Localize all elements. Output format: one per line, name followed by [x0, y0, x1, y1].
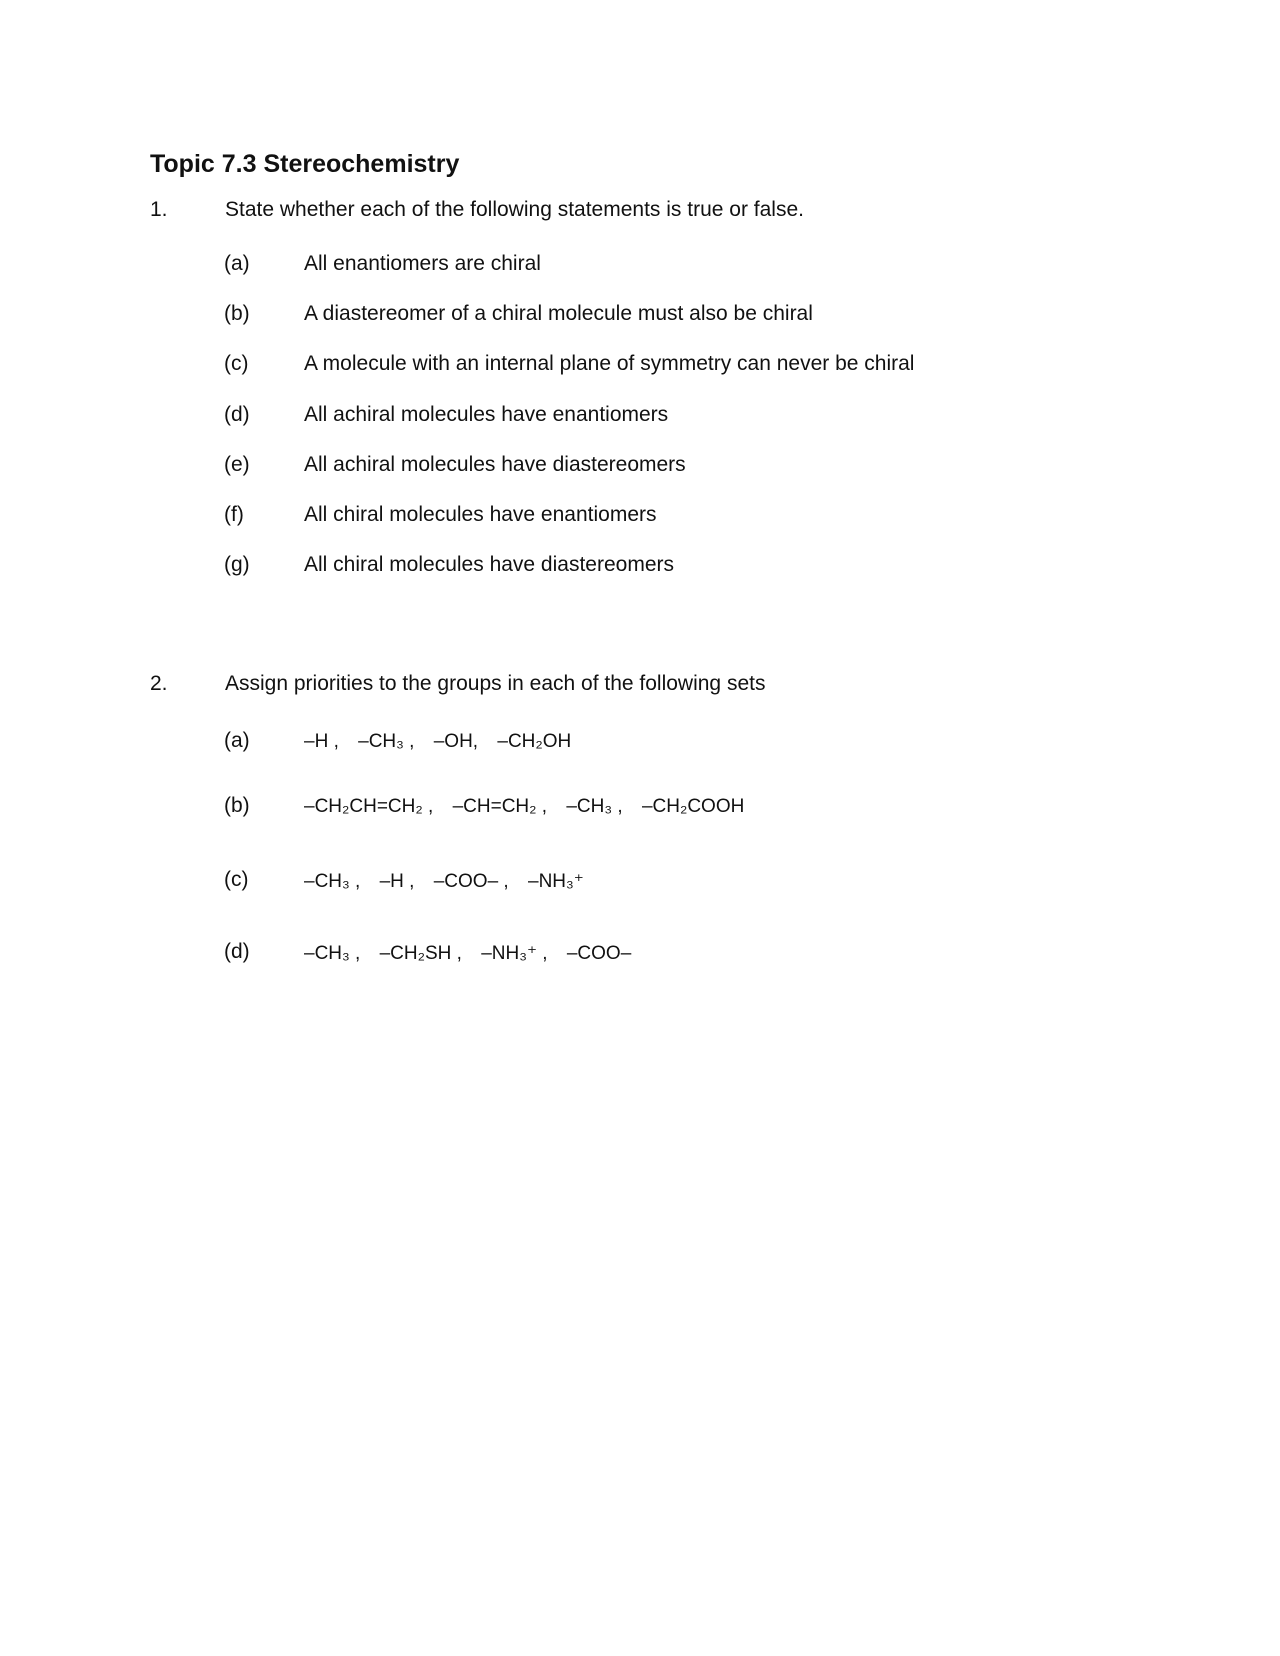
- q1-item-f-text: All chiral molecules have enantiomers: [304, 503, 657, 526]
- group: –H ,: [379, 871, 415, 892]
- q2-item-c-label: (c): [224, 868, 249, 891]
- question-1-text: State whether each of the following statements is true or false.: [225, 198, 804, 221]
- q1-item-f-label: (f): [224, 503, 244, 526]
- q2-item-b-label: (b): [224, 794, 250, 817]
- group: –CH=CH₂ ,: [452, 796, 548, 817]
- q1-item-a-text: All enantiomers are chiral: [304, 252, 541, 275]
- question-2-number: 2.: [150, 672, 168, 695]
- q1-item-d-text: All achiral molecules have enantiomers: [304, 403, 669, 426]
- group: –CH₃ ,: [304, 943, 361, 964]
- group: –H ,: [304, 731, 339, 752]
- q1-item-c-label: (c): [224, 352, 249, 375]
- page-title: Topic 7.3 Stereochemistry: [150, 150, 460, 178]
- q1-item-b-text: A diastereomer of a chiral molecule must also be chiral: [304, 302, 813, 325]
- q2-item-d-groups: [304, 942, 645, 965]
- q1-item-b-label: (b): [224, 302, 250, 325]
- question-2-text: Assign priorities to the groups in each of the following sets: [225, 672, 766, 695]
- group: –CH₃ ,: [566, 796, 623, 817]
- group: –NH₃⁺: [528, 871, 584, 892]
- group: –NH₃⁺ ,: [481, 943, 548, 964]
- group: –CH₂OH: [497, 731, 572, 752]
- q2-item-c-groups: [304, 870, 598, 893]
- group: –CH₂COOH: [641, 796, 745, 817]
- q1-item-g-text: All chiral molecules have diastereomers: [304, 553, 674, 576]
- q2-item-d-label: (d): [224, 940, 250, 963]
- q1-item-d-label: (d): [224, 403, 250, 426]
- q2-item-b-groups: [304, 796, 758, 818]
- q2-item-a-groups: [304, 731, 585, 753]
- group: –OH,: [433, 731, 479, 752]
- group: –COO– ,: [433, 871, 509, 892]
- group: –COO–: [566, 943, 632, 964]
- q1-item-e-label: (e): [224, 453, 250, 476]
- group: –CH₃ ,: [358, 731, 415, 752]
- q1-item-e-text: All achiral molecules have diastereomers: [304, 453, 686, 476]
- q1-item-c-text: A molecule with an internal plane of symmetry can never be chiral: [304, 352, 915, 375]
- group: –CH₂CH=CH₂ ,: [304, 796, 434, 817]
- q2-item-a-label: (a): [224, 729, 250, 752]
- q1-item-g-label: (g): [224, 553, 250, 576]
- question-1-number: 1.: [150, 198, 168, 221]
- group: –CH₃ ,: [304, 871, 361, 892]
- group: –CH₂SH ,: [379, 943, 462, 964]
- q1-item-a-label: (a): [224, 252, 250, 275]
